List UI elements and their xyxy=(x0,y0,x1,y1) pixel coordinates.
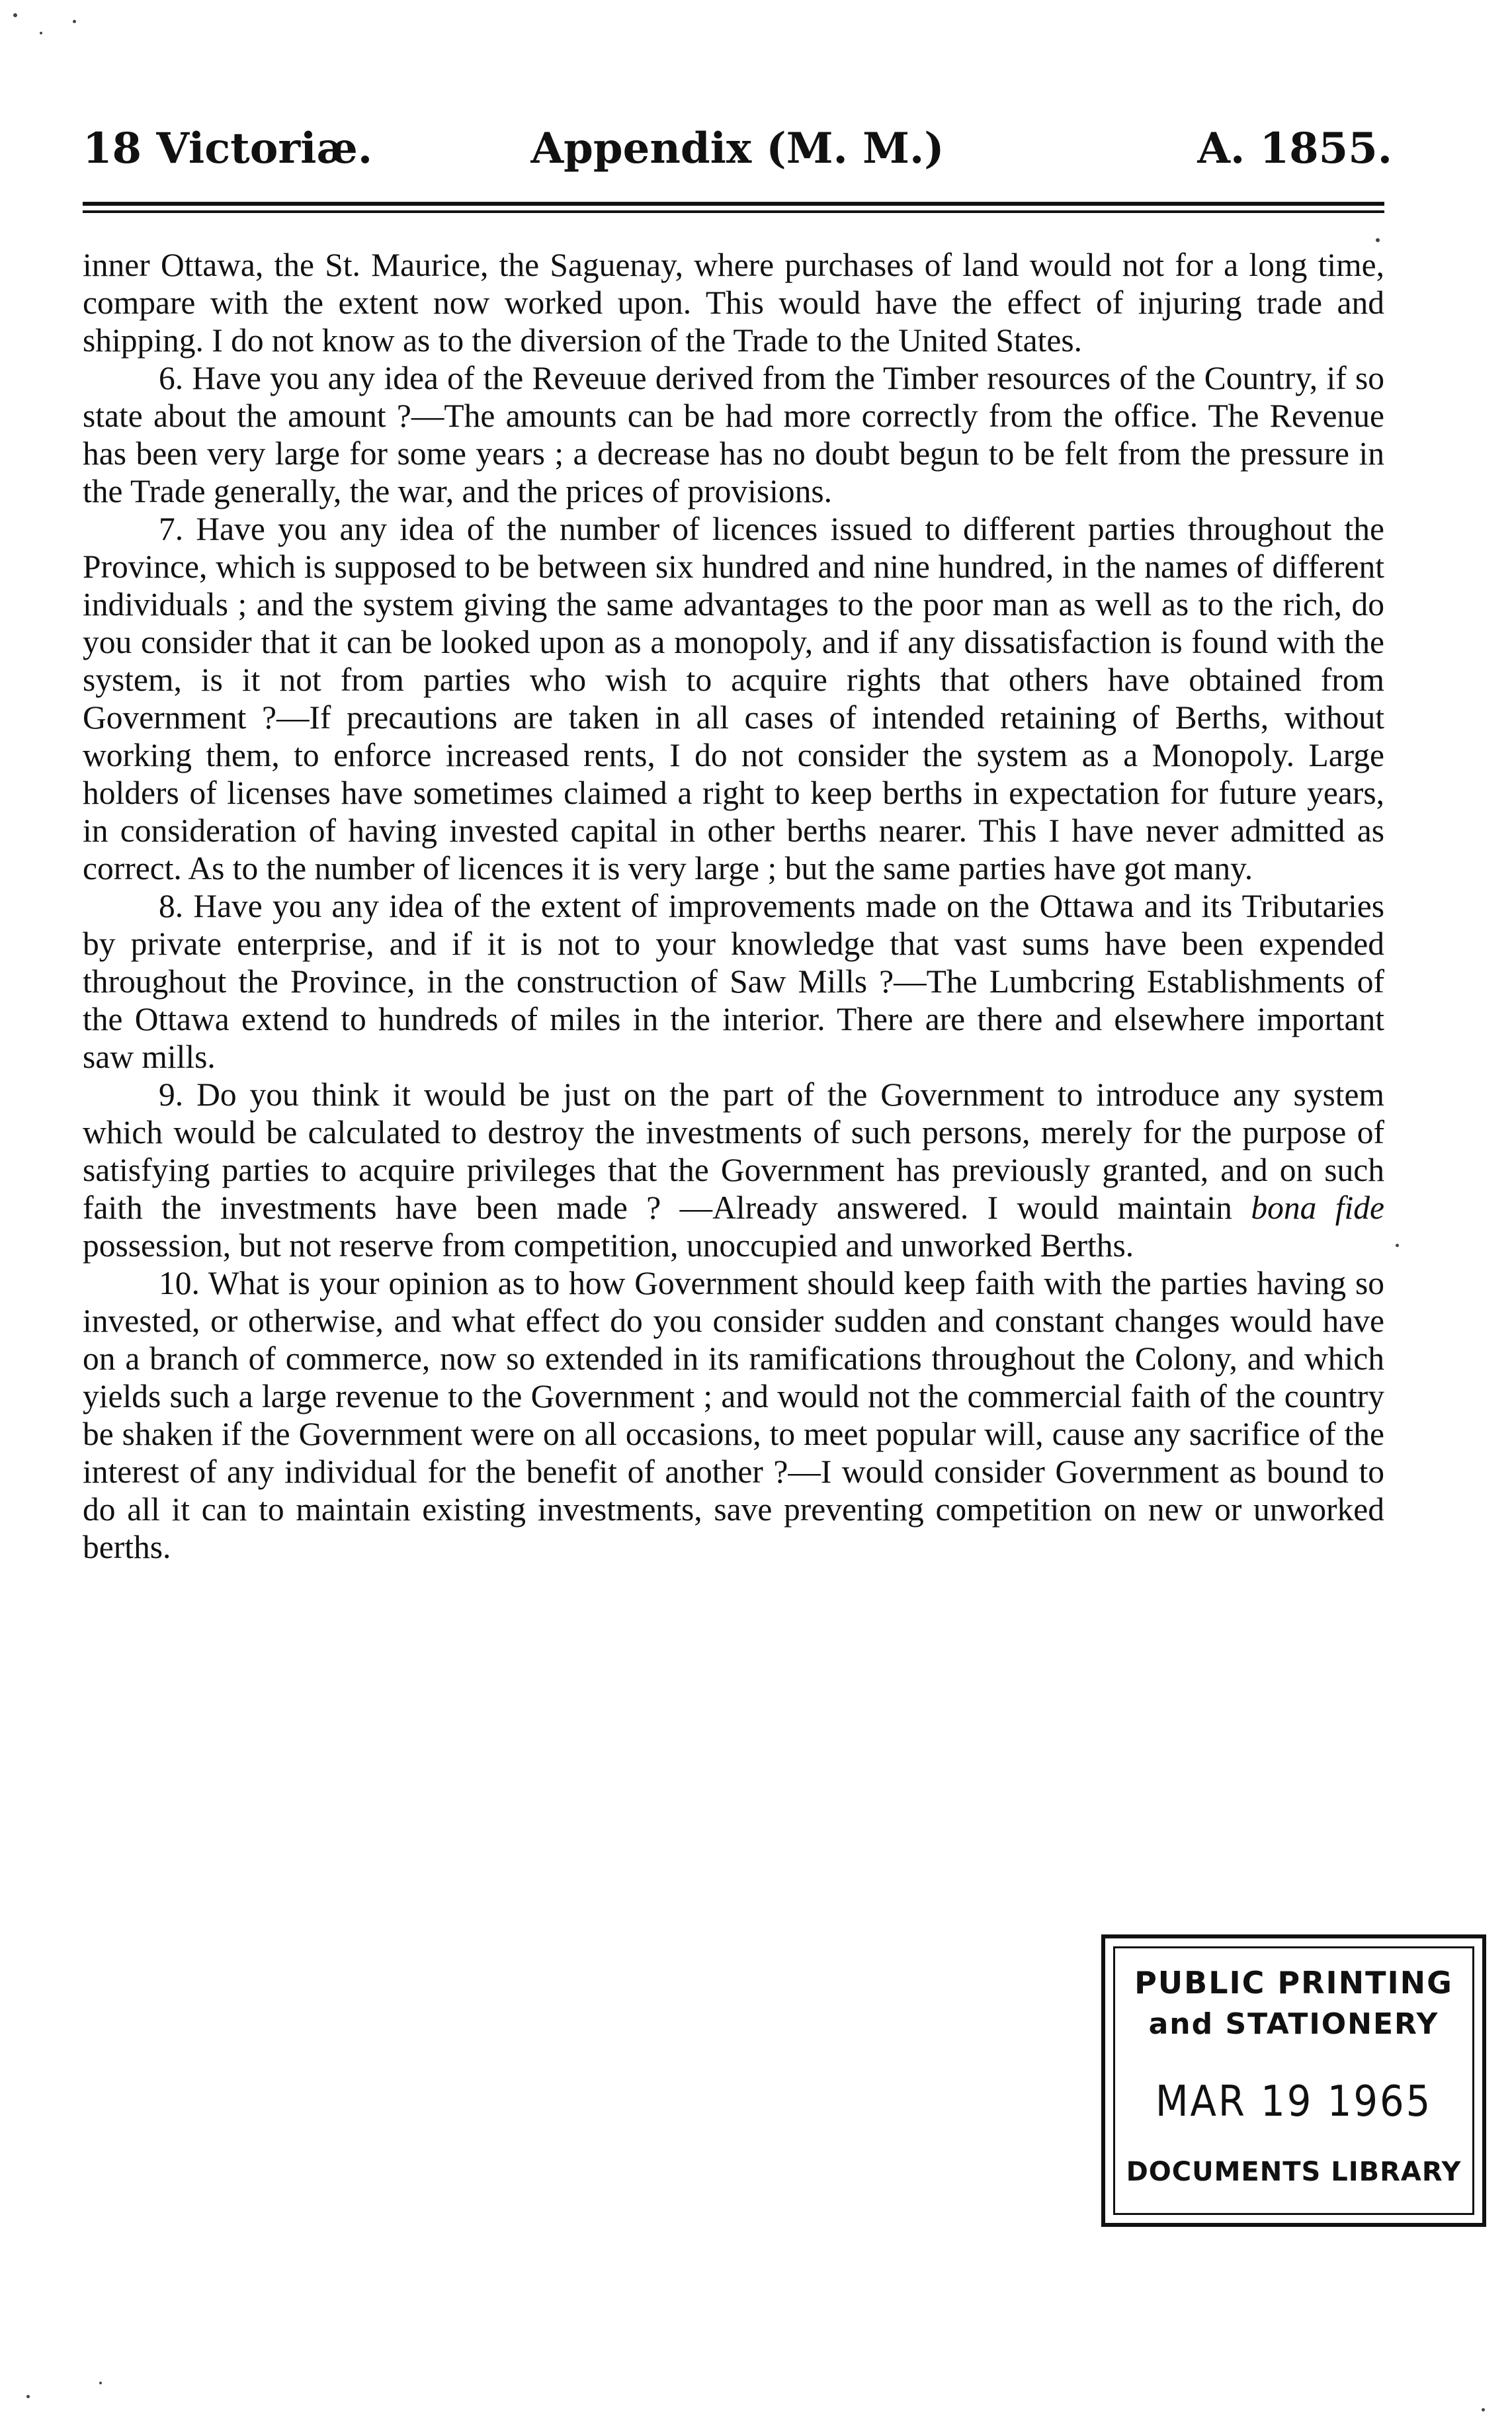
stamp-line-public-printing: PUBLIC PRINTING xyxy=(1134,1965,1453,2001)
scan-speck xyxy=(40,32,42,34)
paragraph-question-8: 8. Have you any idea of the extent of improvements made on the Ottawa and its Tributaries by private enterprise, and if it is not to your knowledge that vast sums have been expended throughout the Province, in the construction of Saw Mills ?—The Lumbcring Establishments of the Ottawa extend to hundreds of miles in the interior. There are there and elsewhere important saw mills. xyxy=(83,888,1384,1075)
running-header xyxy=(83,112,1392,185)
paragraph-question-10: 10. What is your opinion as to how Government should keep faith with the parties having so invested, or otherwise, and what effect do you consider sudden and constant changes would have on a branch of commerce, now so extended in its ramifications throughout the Colony, and which yields such a large revenue to the Government ; and would not the commercial faith of the country be shaken if the Government were on all occasions, to meet popular will, cause any sacrifice of the interest of any individual for the benefit of another ?—I would consider Government as bound to do all it can to maintain existing investments, save preventing competition on new or unworked berths. xyxy=(83,1265,1384,1565)
paragraph-question-7: 7. Have you any idea of the number of licences issued to different parties throughout the Province, which is supposed to be between six hundred and nine hundred, in the names of different individuals ; and the system giving the same advantages to the poor man as well as to the rich, do you consider that it can be looked upon as a monopoly, and if any dissatisfaction is found with the system, is it not from parties who wish to acquire rights that others have obtained from Government ?—If precautions are taken in all cases of intended retaining of Berths, without working them, to enforce increased rents, I do not consider the system as a Monopoly. Large holders of licenses have sometimes claimed a right to keep berths in expectation for future years, in consideration of having invested capital in other berths nearer. This I have never admitted as correct. As to the number of licences it is very large ; but the same parties have got many. xyxy=(83,511,1384,887)
scan-speck xyxy=(1482,2408,1485,2411)
header-appendix-title: Appendix (M. M.) xyxy=(530,124,945,173)
body-text xyxy=(83,246,1384,1566)
header-rule-thin xyxy=(83,210,1384,213)
library-stamp xyxy=(1101,1934,1486,2227)
paragraph-continuation: inner Ottawa, the St. Maurice, the Saguenay, where purchases of land would not for a long time, compare with the extent now worked upon. This would have the effect of injuring trade and shipping. I do not know as to the diversion of the Trade to the United States. xyxy=(83,247,1384,359)
header-rule-thick xyxy=(83,202,1384,206)
italic-phrase: bona fide xyxy=(1251,1190,1384,1226)
scan-speck xyxy=(1376,238,1380,242)
question-9-text-start: 9. Do you think it would be just on the part of the Government to introduce any system which would be calculated to destroy the investments of such persons, merely for the purpose of satisfying parties to acquire privileges that the Government has previously granted, and on such faith the investments have been made ? —Already answered. I would maintain xyxy=(83,1076,1384,1226)
stamp-line-documents-library: DOCUMENTS LIBRARY xyxy=(1126,2157,1462,2187)
paragraph-question-6: 6. Have you any idea of the Reveuue derived from the Timber resources of the Country, if so state about the amount ?—The amounts can be had more correctly from the office. The Revenue has been very large for some years ; a decrease has no doubt begun to be felt from the pressure in the Trade generally, the war, and the prices of provisions. xyxy=(83,360,1384,509)
scan-speck xyxy=(13,13,17,17)
header-session: 18 Victoriæ. xyxy=(83,124,373,173)
scan-speck xyxy=(73,20,76,23)
stamp-date: MAR 19 1965 xyxy=(1155,2077,1433,2126)
stamp-line-stationery: and STATIONERY xyxy=(1148,2007,1439,2041)
header-year: A. 1855. xyxy=(1197,124,1392,173)
scan-speck xyxy=(99,2382,102,2384)
paragraph-question-9 xyxy=(83,1076,1384,1264)
question-9-text-end: possession, but not reserve from competition, unoccupied and unworked Berths. xyxy=(83,1227,1134,1264)
scan-speck xyxy=(1396,1244,1399,1247)
scan-speck xyxy=(26,2395,30,2398)
